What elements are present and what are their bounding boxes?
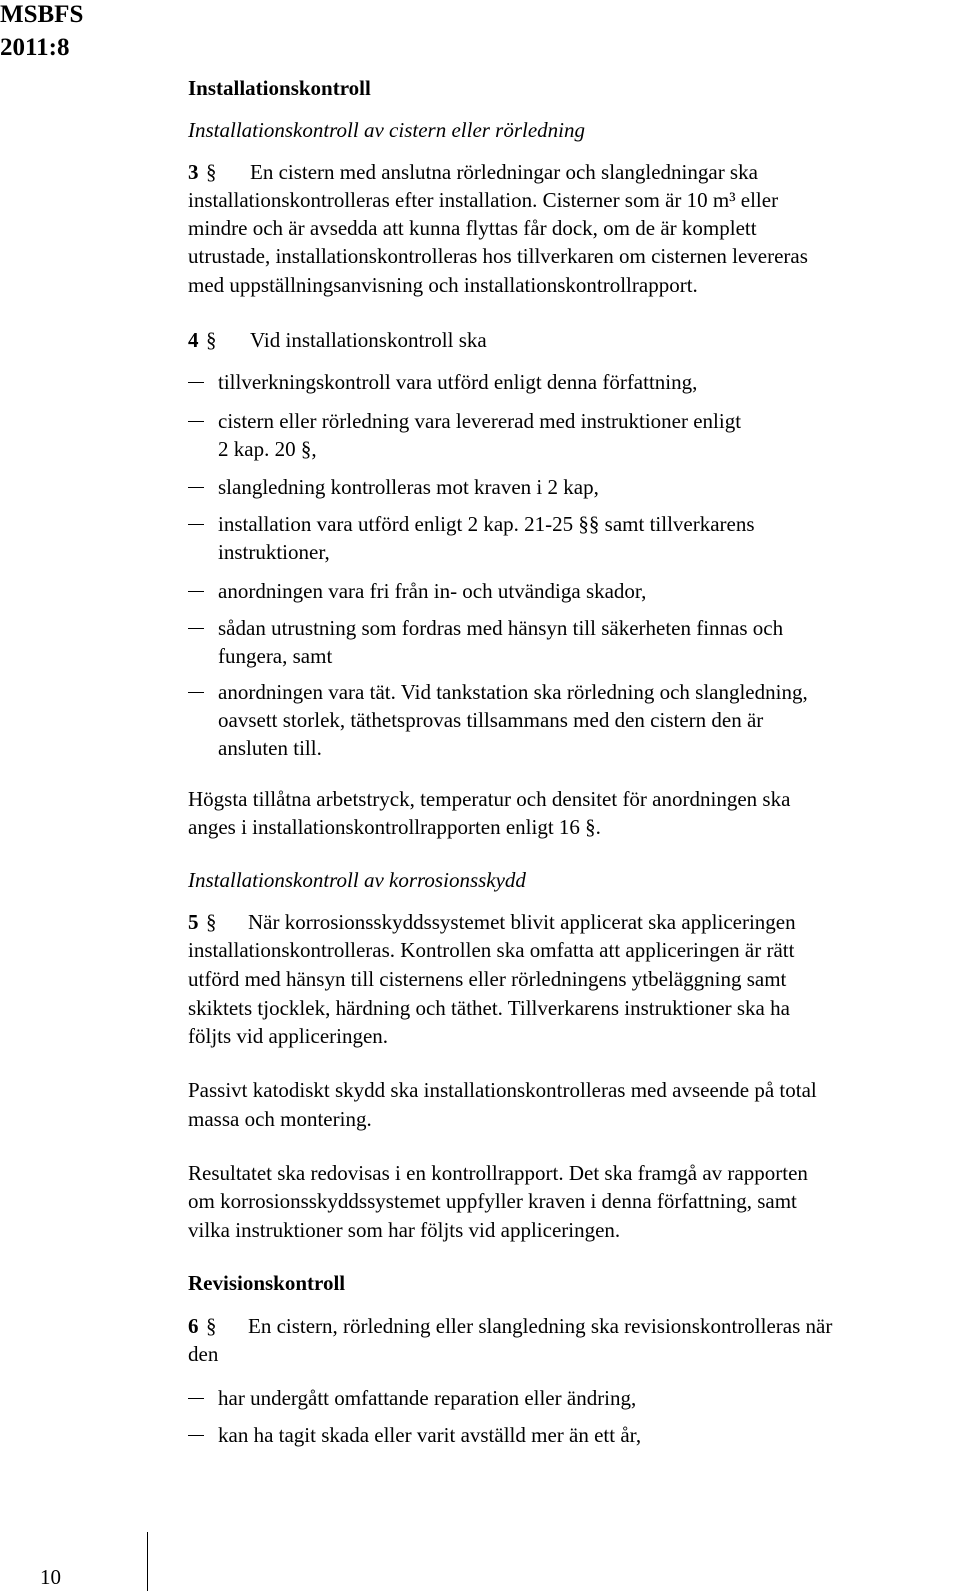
list-item: har undergått omfattande reparation eller ändring,: [218, 1386, 637, 1410]
list-item-continuation: oavsett storlek, täthetsprovas tillsammans med den cistern den är: [218, 708, 764, 732]
section-5-line: installationskontrolleras. Kontrollen ska omfatta att appliceringen är rätt: [188, 938, 795, 962]
section-4-symbol: §: [206, 328, 217, 352]
page-margin-rule: [147, 1532, 148, 1591]
section-6-line: den: [188, 1342, 219, 1366]
section-6-symbol: §: [206, 1314, 217, 1338]
list-item: slangledning kontrolleras mot kraven i 2 kap,: [218, 475, 599, 499]
list-dash: [188, 421, 204, 422]
document-series: [0, 0, 83, 64]
section-3-line: utrustade, installationskontrolleras hos tillverkaren om cisternen levereras: [188, 244, 808, 268]
list-dash: [188, 524, 204, 525]
section-5-line: följts vid appliceringen.: [188, 1024, 389, 1048]
section-3-symbol: §: [206, 160, 217, 184]
list-dash: [188, 692, 204, 693]
heading-installationskontroll: Installationskontroll: [188, 76, 371, 100]
section-5-number: 5: [188, 910, 199, 934]
section-5-line: utförd med hänsyn till cisternens eller rörledningens ytbeläggning samt: [188, 967, 787, 991]
paragraph-line: massa och montering.: [188, 1107, 372, 1131]
paragraph-line: om korrosionsskyddssystemet uppfyller kraven i denna författning, samt: [188, 1189, 797, 1213]
list-dash: [188, 1435, 204, 1436]
list-dash: [188, 628, 204, 629]
series-name: MSBFS: [0, 1, 84, 28]
paragraph-line: vilka instruktioner som har följts vid appliceringen.: [188, 1218, 621, 1242]
section-3-number: 3: [188, 160, 199, 184]
list-dash: [188, 487, 204, 488]
section-3-line: En cistern med anslutna rörledningar och slangledningar ska: [250, 160, 758, 184]
list-item: anordningen vara tät. Vid tankstation ska rörledning och slangledning,: [218, 680, 808, 704]
section-4-number: 4: [188, 328, 199, 352]
subheading-cistern: Installationskontroll av cistern eller rörledning: [188, 118, 586, 142]
section-3-line: med uppställningsanvisning och installationskontrollrapport.: [188, 273, 698, 297]
page-number: 10: [40, 1565, 61, 1589]
paragraph-line: Resultatet ska redovisas i en kontrollrapport. Det ska framgå av rapporten: [188, 1161, 808, 1185]
heading-revisionskontroll: Revisionskontroll: [188, 1271, 346, 1295]
section-4-intro: Vid installationskontroll ska: [250, 328, 487, 352]
list-item: kan ha tagit skada eller varit avställd mer än ett år,: [218, 1423, 642, 1447]
section-6-line: En cistern, rörledning eller slangledning ska revisionskontrolleras när: [248, 1314, 833, 1338]
section-5-line: skiktets tjocklek, härdning och täthet. Tillverkarens instruktioner ska ha: [188, 996, 790, 1020]
list-dash: [188, 1398, 204, 1399]
list-item: installation vara utförd enligt 2 kap. 21-25 §§ samt tillverkarens: [218, 512, 755, 536]
list-item: tillverkningskontroll vara utförd enligt denna författning,: [218, 370, 698, 394]
list-item: anordningen vara fri från in- och utvändiga skador,: [218, 579, 647, 603]
list-item-continuation: instruktioner,: [218, 540, 330, 564]
section-5-symbol: §: [206, 910, 217, 934]
paragraph-line: anges i installationskontrollrapporten enligt 16 §.: [188, 815, 601, 839]
list-item-continuation: fungera, samt: [218, 644, 333, 668]
paragraph-line: Högsta tillåtna arbetstryck, temperatur och densitet för anordningen ska: [188, 787, 791, 811]
subheading-korrosionsskydd: Installationskontroll av korrosionsskydd: [188, 868, 526, 892]
paragraph-line: Passivt katodiskt skydd ska installationskontrolleras med avseende på total: [188, 1078, 817, 1102]
section-3-line: installationskontrolleras efter installation. Cisterner som är 10 m³ eller: [188, 188, 779, 212]
series-number: 2011:8: [0, 34, 70, 61]
section-5-line: När korrosionsskyddssystemet blivit applicerat ska appliceringen: [248, 910, 796, 934]
section-3-line: mindre och är avsedda att kunna flyttas får dock, om de är komplett: [188, 216, 757, 240]
list-item-continuation: ansluten till.: [218, 736, 322, 760]
list-dash: [188, 382, 204, 383]
section-6-number: 6: [188, 1314, 199, 1338]
list-dash: [188, 591, 204, 592]
list-item-continuation: 2 kap. 20 §,: [218, 437, 317, 461]
list-item: sådan utrustning som fordras med hänsyn till säkerheten finnas och: [218, 616, 784, 640]
list-item: cistern eller rörledning vara levererad med instruktioner enligt: [218, 409, 742, 433]
